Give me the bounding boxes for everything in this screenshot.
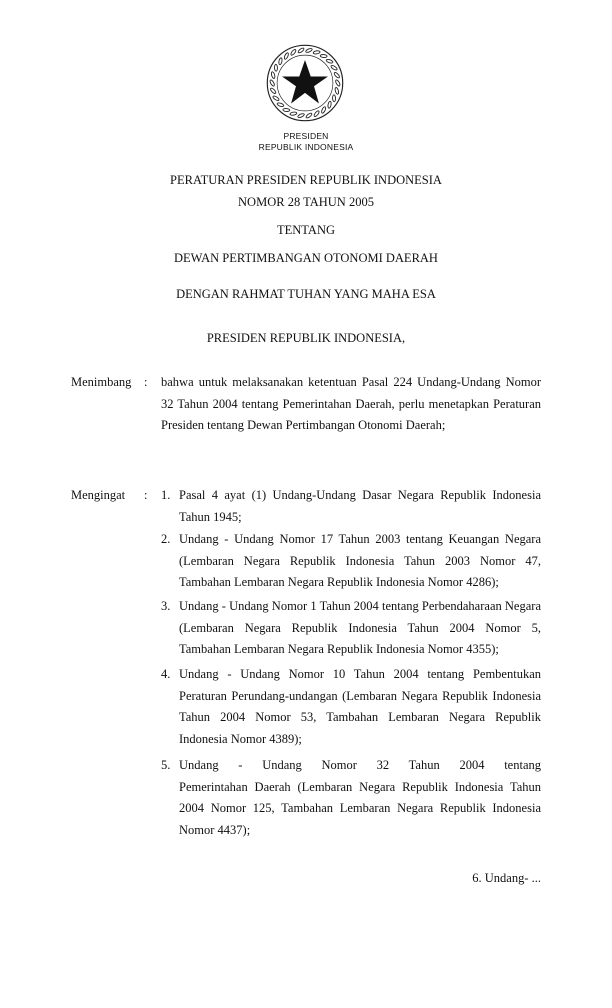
menimbang-text: bahwa untuk melaksanakan ketentuan Pasal 224 Undang-Undang Nomor 32 Tahun 2004 tentang Pemerintahan Daerah, perlu menetapkan Peraturan Presiden tentang Dewan Pertimbangan Otonomi Daerah; <box>161 375 541 432</box>
wreath-leaf <box>269 79 275 86</box>
wreath-leaf <box>321 106 327 113</box>
regulation-subject: DEWAN PERTIMBANGAN OTONOMI DAERAH <box>174 251 438 265</box>
wreath-leaf <box>297 113 304 118</box>
list-item <box>161 485 541 528</box>
wreath-leaf <box>284 52 290 59</box>
list-item <box>161 529 541 594</box>
office-label-presiden: PRESIDEN <box>283 131 329 141</box>
list-item <box>161 664 541 751</box>
list-item-text: Undang - Undang Nomor 17 Tahun 2003 tentang Keuangan Negara (Lembaran Negara Republik Indonesia Tahun 2003 Nomor 47, Tambahan Lembaran Negara Republik Indonesia Nomor 4286); <box>179 532 541 590</box>
wreath-leaf <box>290 112 297 116</box>
wreath-leaf <box>272 95 279 101</box>
list-item <box>161 755 541 842</box>
list-item-text: Undang - Undang Nomor 1 Tahun 2004 tentang Perbendaharaan Negara (Lembaran Negara Republik Indonesia Tahun 2004 Nomor 5, Tambahan Lembaran Negara Republik Indonesia Nomor 4355); <box>179 599 541 657</box>
wreath-leaf <box>274 64 277 71</box>
wreath-leaf <box>320 54 327 57</box>
list-item-number: 2. <box>161 532 171 546</box>
regulation-tentang: TENTANG <box>276 223 335 237</box>
mengingat-label: Mengingat <box>71 488 126 502</box>
list-item-text: Undang - Undang Nomor 10 Tahun 2004 tentang Pembentukan Peraturan Perundang-undangan (Lembaran Negara Republik Indonesia Tahun 2004 Nomor 53, Tambahan Lembaran Negara Republik Indonesia Nomor 4389); <box>179 667 541 747</box>
wreath-leaf <box>271 71 276 78</box>
wreath-leaf <box>330 65 337 71</box>
mengingat-colon: : <box>144 488 148 502</box>
wreath-leaf <box>327 101 331 108</box>
regulation-title: PERATURAN PRESIDEN REPUBLIK INDONESIA <box>170 173 442 187</box>
wreath-leaf <box>332 95 335 102</box>
wreath-leaf <box>335 79 341 86</box>
office-label-republik: REPUBLIK INDONESIA <box>258 142 354 152</box>
page-continuation: 6. Undang- ... <box>472 871 541 885</box>
wreath-leaf <box>333 72 340 79</box>
emblem-graphic <box>264 42 346 124</box>
wreath-leaf <box>334 87 339 94</box>
president-line: PRESIDEN REPUBLIK INDONESIA, <box>206 331 406 345</box>
wreath-leaf <box>313 50 320 54</box>
menimbang-colon: : <box>144 375 148 389</box>
list-item-number: 5. <box>161 758 171 772</box>
wreath-leaf <box>297 47 304 53</box>
list-item-number: 4. <box>161 667 171 681</box>
wreath-leaf <box>305 48 312 53</box>
wreath-leaf <box>290 49 297 56</box>
wreath-leaf <box>270 87 277 94</box>
wreath-leaf <box>278 58 282 65</box>
list-item-text: Pemerintahan Daerah (Lembaran Negara Republik Indonesia Tahun 2004 Nomor 125, Tambahan Lembaran Negara Republik Indonesia Nomor 4437); <box>179 779 541 838</box>
invocation-line: DENGAN RAHMAT TUHAN YANG MAHA ESA <box>176 287 436 301</box>
wreath-leaf <box>277 102 284 107</box>
wreath-leaf <box>313 110 320 117</box>
wreath-leaf <box>283 108 290 111</box>
list-item-text-first-line: Undang - Undang Nomor 32 Tahun 2004 tentang <box>179 758 541 772</box>
list-item <box>161 596 541 661</box>
list-item-number: 1. <box>161 488 171 502</box>
regulation-number: NOMOR 28 TAHUN 2005 <box>238 195 374 209</box>
menimbang-label: Menimbang <box>71 375 132 389</box>
list-item-number: 3. <box>161 599 171 613</box>
wreath-leaf <box>326 59 333 64</box>
wreath-leaf <box>305 112 312 118</box>
garuda-star-emblem-icon <box>264 42 346 124</box>
list-item-text: Pasal 4 ayat (1) Undang-Undang Dasar Negara Republik Indonesia Tahun 1945; <box>179 488 541 524</box>
